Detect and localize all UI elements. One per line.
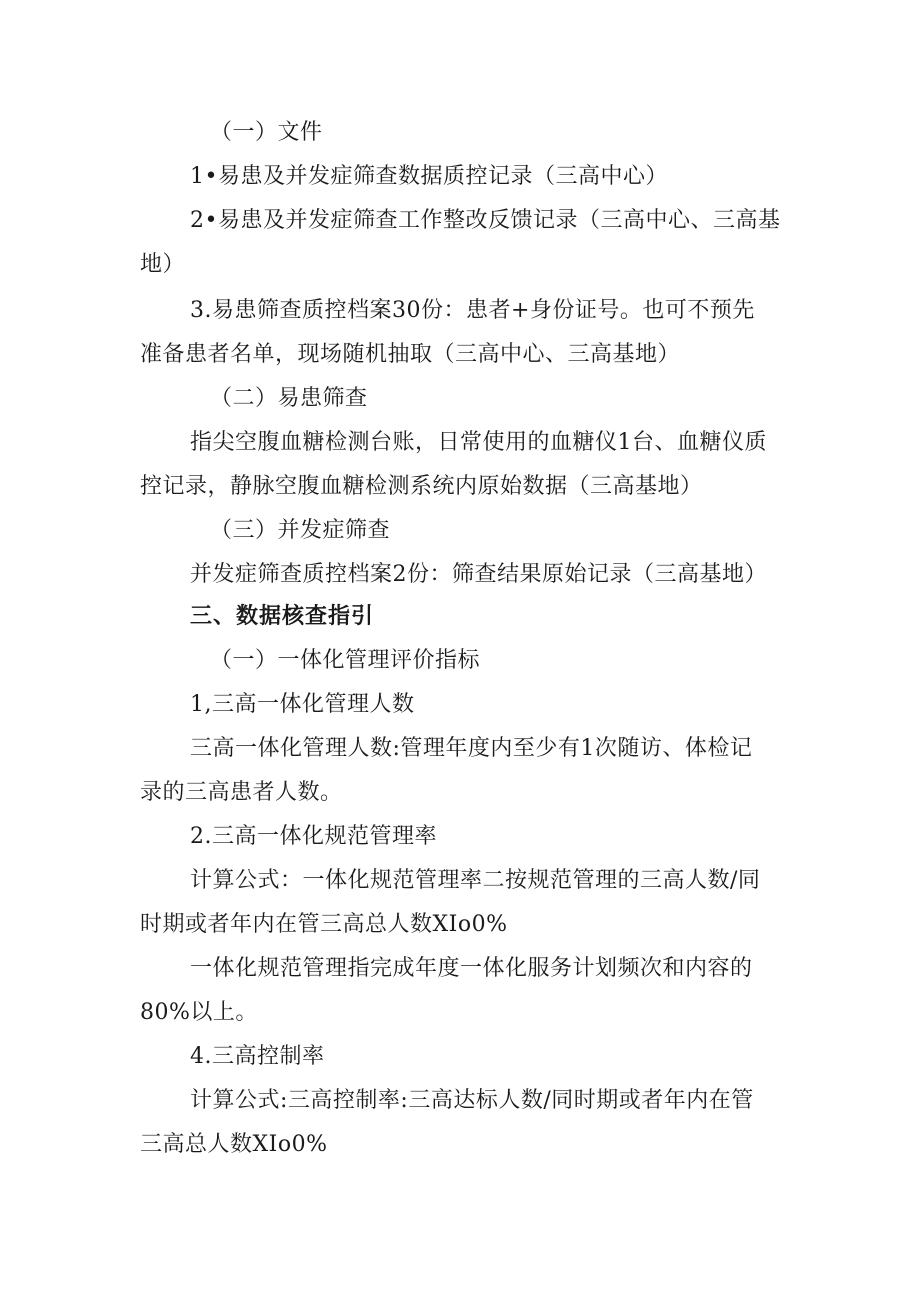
item-heading: 1,三高一体化管理人数 (190, 692, 415, 717)
paragraph-line: 三高总人数XIo0% (140, 1132, 328, 1157)
paragraph-line: 3.易患筛查质控档案30份：患者+身份证号。也可不预先 (190, 298, 755, 323)
paragraph-line: 80%以上。 (140, 1000, 258, 1025)
paragraph-line: 一体化规范管理指完成年度一体化服务计划频次和内容的 (190, 956, 753, 981)
chapter-heading: 三、数据核查指引 (190, 604, 375, 629)
paragraph-line: 三高一体化管理人数:管理年度内至少有1次随访、体检记 (190, 736, 753, 761)
section-heading-documents: （一）文件 (210, 120, 323, 145)
paragraph-line: 时期或者年内在管三高总人数XIo0% (140, 912, 508, 937)
paragraph-line: 录的三高患者人数。 (140, 780, 343, 805)
item-heading: 4.三高控制率 (190, 1044, 325, 1069)
section-heading-indicators: （一）一体化管理评价指标 (210, 648, 481, 673)
paragraph-line: 地） (140, 252, 186, 277)
paragraph-line: 控记录，静脉空腹血糖检测系统内原始数据（三高基地） (140, 474, 703, 499)
paragraph-line: 2•易患及并发症筛查工作整改反馈记录（三高中心、三高基 (190, 208, 781, 233)
item-heading: 2.三高一体化规范管理率 (190, 824, 437, 849)
paragraph-line: 计算公式：一体化规范管理率二按规范管理的三高人数/同 (190, 868, 761, 893)
paragraph-line: 1•易患及并发症筛查数据质控记录（三高中心） (190, 164, 668, 189)
paragraph-line: 指尖空腹血糖检测台账，日常使用的血糖仪1台、血糖仪质 (190, 430, 767, 455)
section-heading-complications: （三）并发症筛查 (210, 518, 391, 543)
paragraph-line: 并发症筛查质控档案2份：筛查结果原始记录（三高基地） (190, 562, 767, 587)
paragraph-line: 准备患者名单，现场随机抽取（三高中心、三高基地） (140, 342, 681, 367)
section-heading-screening: （二）易患筛查 (210, 386, 368, 411)
paragraph-line: 计算公式:三高控制率:三高达标人数/同时期或者年内在管 (190, 1088, 754, 1113)
